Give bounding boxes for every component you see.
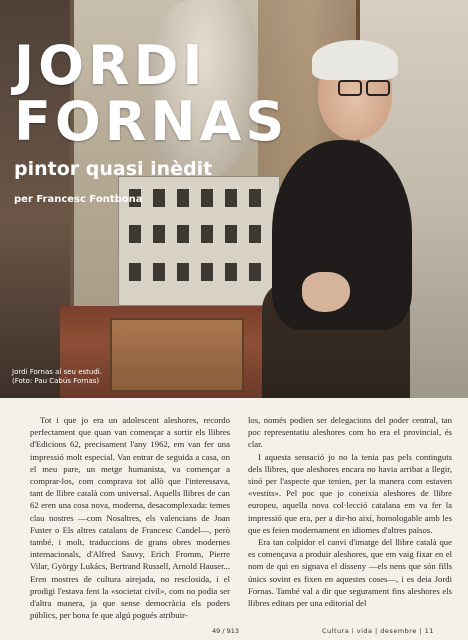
body-column-right — [248, 414, 452, 609]
artist-hands — [302, 272, 350, 312]
glasses-icon — [338, 80, 390, 94]
article-title — [14, 34, 289, 153]
artist-hair — [312, 40, 398, 80]
caption-line-1: Jordi Fornas al seu estudi. — [12, 368, 102, 376]
title-line-2: FORNAS — [14, 90, 289, 153]
paragraph: los, només podien ser delegacions del poder central, tan poc representatiu aleshores com ho era el provincial, és clar. — [248, 415, 452, 450]
paragraph: I aquesta sensació jo no la tenia pas pels continguts dels llibres, que aleshores encara no havia arribat a llegir, sinó per l'aspecte que tenien, per la manera com estaven «vestits». Pel poc que jo coneixia aleshores de llibre europeu, aquella nova col·lecció catalana em va fer la impressió que era, per a dir-ho així, homologable amb les que es feien modernament en idiomes d'altres països. — [248, 451, 452, 535]
wooden-crate — [110, 318, 244, 392]
page-number: 49 / 913 — [212, 627, 239, 635]
body-column-left — [30, 414, 230, 621]
caption-line-2: (Foto: Pau Cabús Fornas) — [12, 377, 100, 385]
paragraph: Era tan colpidor el canvi d'imatge del llibre català que es començava a produir aleshores, que em vaig fixar en el nom de qui en signava el disseny —els nens que són fills únics sovint es fixen en aquestes coses—, i es deia Jordi Fornas. També val a dir que segurament fins aleshores els llibres editats per una editorial del — [248, 537, 452, 609]
article-byline: per Francesc Fontbona — [14, 194, 143, 205]
title-line-1: JORDI — [14, 34, 207, 97]
paragraph: Tot i que jo era un adolescent aleshores, recordo perfectament que quan van començar a sortir els llibres d'Edicions 62, precisament l'any 1962, em van fer una impressió molt especial. Van entrar de seguida a casa, on el meu pare, un metge humanista, va començar a comprar-los, com comprava tot allò que l'interessava, tant de llibre català com universal. Aquells llibres de can 62 eren una cosa nova, moderna, desacomplexada: temes clau nostres —com Nosaltres, els valencians de Joan Fuster o Els altres catalans de Francesc Candel—, però també, i molt, traduccions de grans obres modernes internacionals, d'Alfred Sauvy, Erich Fromm, Pierre Vilar, György Lukács, Bertrand Russell, Arnold Hauser... Eren mostres de cultura airejada, no resclosida, i el prodigi l'estava fent la «societat civil», com no podia ser d'altra manera, ja que sense democràcia els poders públics, per bona fe que algú pogués atribuir- — [30, 415, 230, 621]
magazine-footer: Cultura i vida | desembre | 11 — [322, 627, 434, 635]
article-subtitle: pintor quasi inèdit — [14, 158, 213, 180]
photo-caption — [12, 368, 102, 386]
